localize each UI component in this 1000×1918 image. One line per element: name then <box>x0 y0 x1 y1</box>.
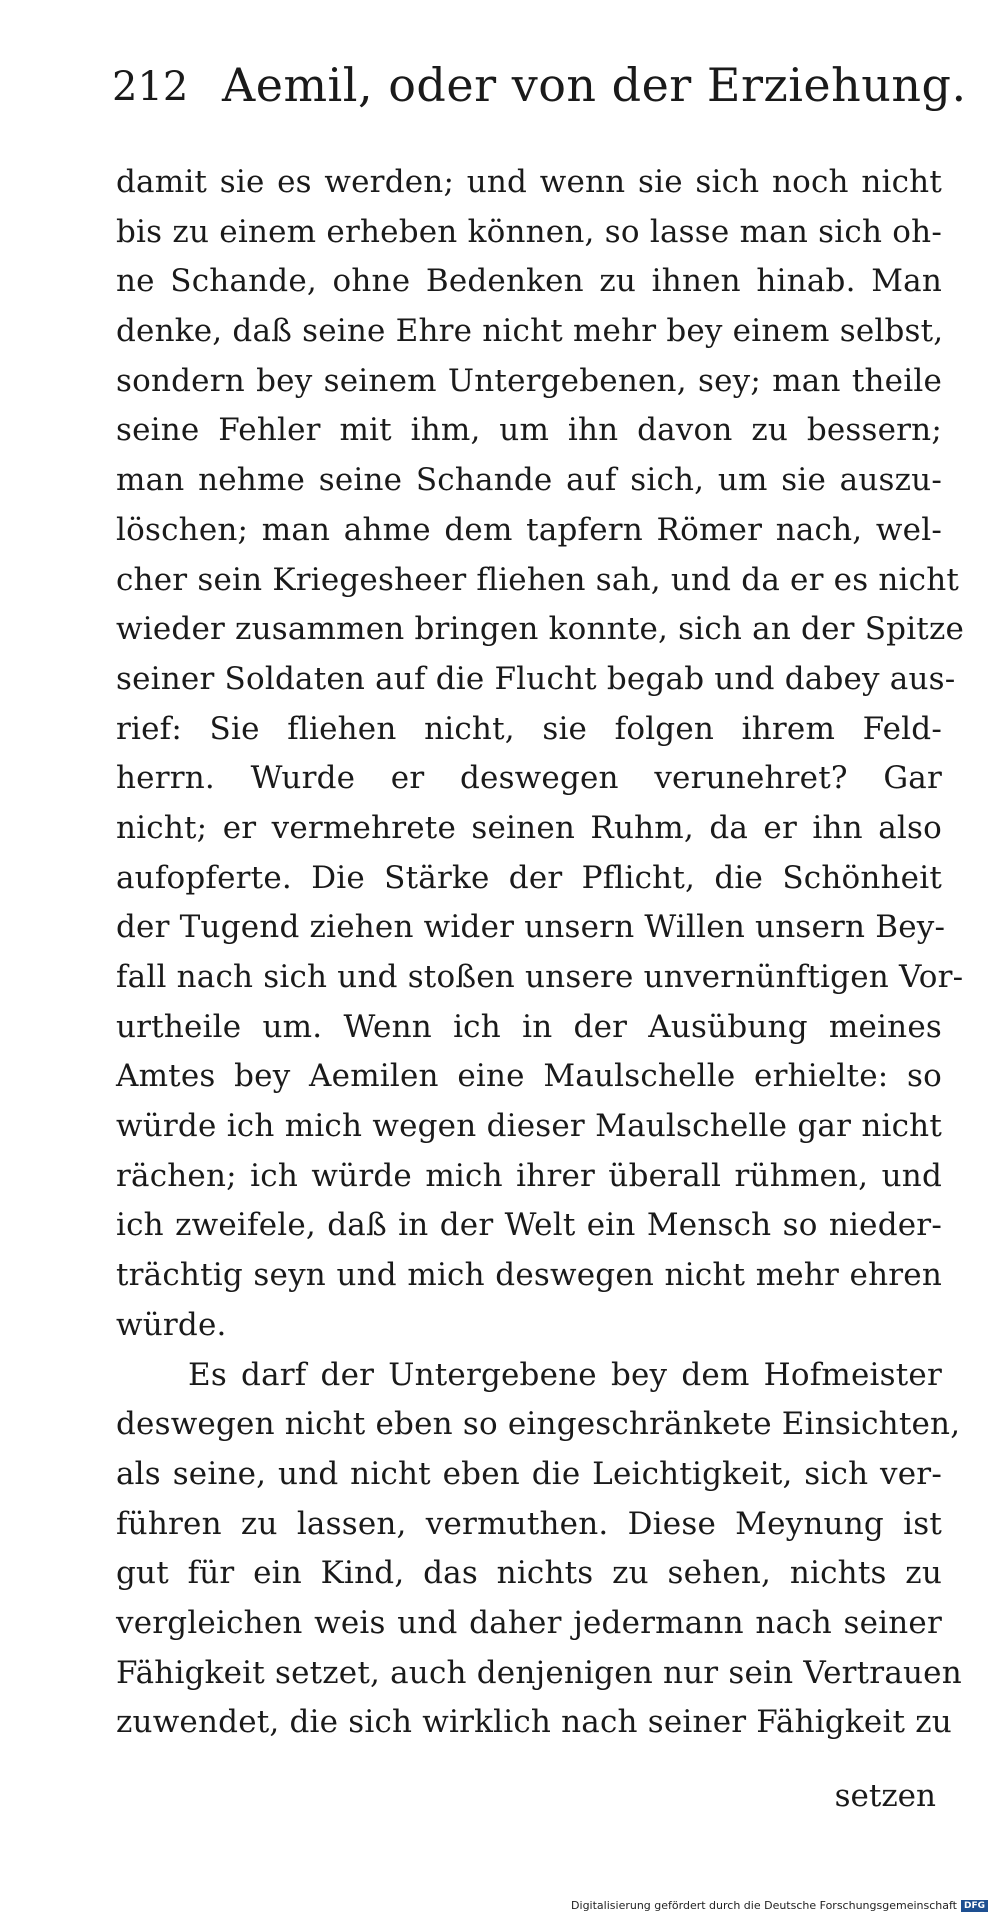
text-line: Fähigkeit setzet, auch denjenigen nur sein Vertrauen <box>116 1654 962 1691</box>
text-line: damit sie es werden; und wenn sie sich noch nicht <box>116 164 942 200</box>
text-line: seine Fehler mit ihm, um ihn davon zu bessern; <box>116 412 942 449</box>
text-line: sondern bey seinem Untergebenen, sey; man theile <box>116 362 942 399</box>
text-line: Es darf der Untergebene bey dem Hofmeister <box>188 1356 942 1393</box>
page-header <box>112 58 967 128</box>
text-line: aufopferte. Die Stärke der Pflicht, die Schönheit <box>116 859 942 896</box>
text-line: als seine, und nicht eben die Leichtigkeit, sich ver- <box>116 1455 942 1492</box>
text-line: gut für ein Kind, das nichts zu sehen, nichts zu <box>116 1555 942 1592</box>
text-line: cher sein Kriegesheer fliehen sah, und da er es nicht <box>116 561 960 598</box>
text-line: führen zu lassen, vermuthen. Diese Meynung ist <box>116 1505 942 1542</box>
text-line: zuwendet, die sich wirklich nach seiner Fähigkeit zu <box>116 1704 952 1741</box>
text-line: vergleichen weis und daher jedermann nach seiner <box>116 1604 942 1641</box>
text-line: ne Schande, ohne Bedenken zu ihnen hinab. Man <box>116 263 942 300</box>
text-line: Amtes bey Aemilen eine Maulschelle erhielte: so <box>116 1058 942 1095</box>
text-line: deswegen nicht eben so eingeschränkete Einsichten, <box>116 1406 961 1443</box>
text-line: rief: Sie fliehen nicht, sie folgen ihrem Feld- <box>116 710 942 747</box>
text-line: urtheile um. Wenn ich in der Ausübung meines <box>116 1008 942 1045</box>
text-line: bis zu einem erheben können, so lasse man sich oh- <box>116 213 942 250</box>
paragraph <box>116 1351 962 1749</box>
text-line: nicht; er vermehrete seinen Ruhm, da er ihn also <box>116 809 942 846</box>
text-line: herrn. Wurde er deswegen verunehret? Gar <box>116 760 942 797</box>
text-line: löschen; man ahme dem tapfern Römer nach, wel- <box>116 511 942 548</box>
text-line: denke, daß seine Ehre nicht mehr bey einem selbst, <box>116 313 944 350</box>
credit-text: Digitalisierung gefördert durch die Deutsche Forschungsgemeinschaft <box>571 1899 957 1912</box>
text-line: fall nach sich und stoßen unsere unvernünftigen Vor- <box>116 959 964 995</box>
running-title: Aemil, oder von der Erziehung. <box>222 58 967 112</box>
digitization-credit <box>571 1899 988 1912</box>
text-line: seiner Soldaten auf die Flucht begab und dabey aus- <box>116 660 956 697</box>
text-line: trächtig seyn und mich deswegen nicht mehr ehren <box>116 1257 942 1294</box>
paragraph <box>116 158 965 1351</box>
page-number: 212 <box>112 64 189 110</box>
text-line: würde. <box>116 1306 227 1343</box>
dfg-logo: DFG <box>961 1900 988 1912</box>
text-line: man nehme seine Schande auf sich, um sie auszu- <box>116 462 942 499</box>
text-line: ich zweifele, daß in der Welt ein Mensch so nieder- <box>116 1207 942 1244</box>
body-text <box>116 158 965 1748</box>
text-line: rächen; ich würde mich ihrer überall rühmen, und <box>116 1157 942 1194</box>
text-line: wieder zusammen bringen konnte, sich an der Spitze <box>116 611 965 648</box>
text-line: würde ich mich wegen dieser Maulschelle gar nicht <box>116 1108 942 1145</box>
catchword: setzen <box>834 1778 936 1814</box>
text-line: der Tugend ziehen wider unsern Willen unsern Bey- <box>116 909 946 946</box>
